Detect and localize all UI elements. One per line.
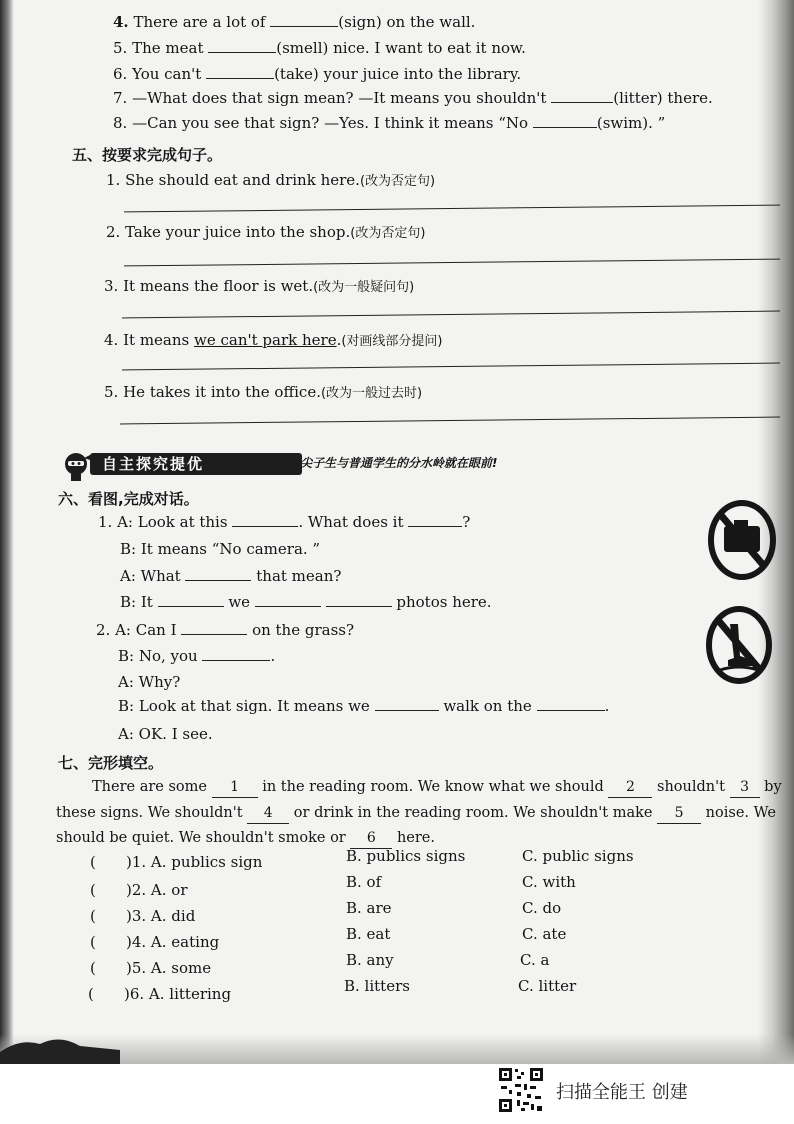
part5-item-5: 5. He takes it into the office.(改为一般过去时) bbox=[104, 383, 423, 401]
dialog1-line1: 1. A: Look at this . What does it ? bbox=[98, 513, 471, 531]
cloze-option-row: ( )1. A. publics sign bbox=[90, 853, 263, 871]
part4-item-8: 8. —Can you see that sign? —Yes. I think it means “No (swim). ” bbox=[113, 114, 666, 132]
option-c[interactable]: C. with bbox=[522, 873, 576, 891]
part5-heading: 五、按要求完成句子。 bbox=[72, 146, 223, 164]
banner-tagline: 尖子生与普通学生的分水岭就在眼前! bbox=[300, 456, 498, 470]
dialog2-line4: B: Look at that sign. It means we walk on the . bbox=[118, 697, 610, 715]
cloze-blank-2[interactable]: 2 bbox=[608, 777, 652, 798]
option-c[interactable]: C. public signs bbox=[522, 847, 634, 865]
dialog2-line2: B: No, you . bbox=[118, 647, 276, 665]
no-camera-sign-icon bbox=[706, 498, 778, 582]
option-b[interactable]: B. eat bbox=[346, 925, 391, 943]
cloze-option-row: ( )3. A. did bbox=[90, 907, 196, 925]
option-b[interactable]: B. are bbox=[346, 899, 392, 917]
part5-item-1: 1. She should eat and drink here.(改为否定句) bbox=[106, 171, 436, 189]
dialog1-line2: B: It means “No camera. ” bbox=[120, 540, 321, 558]
option-c[interactable]: C. do bbox=[522, 899, 562, 917]
part4-item-4: 4. There are a lot of (sign) on the wall. bbox=[113, 13, 476, 31]
answer-blank[interactable] bbox=[270, 12, 338, 27]
answer-line[interactable] bbox=[122, 363, 780, 371]
dialog2-line5: A: OK. I see. bbox=[118, 725, 213, 743]
cloze-option-row: ( )5. A. some bbox=[90, 959, 212, 977]
answer-blank[interactable] bbox=[185, 566, 251, 581]
cloze-blank-4[interactable]: 4 bbox=[247, 803, 289, 824]
cloze-blank-5[interactable]: 5 bbox=[657, 803, 701, 824]
cloze-line2: these signs. We shouldn't 4 or drink in the reading room. We shouldn't make 5 noise. We bbox=[56, 803, 776, 824]
option-b[interactable]: B. any bbox=[346, 951, 394, 969]
cloze-line1: There are some 1 in the reading room. We know what we should 2 shouldn't 3 by bbox=[92, 777, 782, 798]
answer-blank[interactable] bbox=[181, 620, 247, 635]
page-left-shadow bbox=[0, 0, 14, 1064]
answer-blank[interactable] bbox=[408, 512, 462, 527]
cloze-option-row: ( )4. A. eating bbox=[90, 933, 220, 951]
underlined-phrase: we can't park here bbox=[194, 331, 337, 349]
cloze-blank-1[interactable]: 1 bbox=[212, 777, 258, 798]
qr-code-icon bbox=[497, 1066, 545, 1114]
answer-blank[interactable] bbox=[326, 592, 392, 607]
cloze-option-row: ( )2. A. or bbox=[90, 881, 188, 899]
option-c[interactable]: C. a bbox=[520, 951, 550, 969]
dialog2-line1: 2. A: Can I on the grass? bbox=[96, 621, 355, 639]
answer-blank[interactable] bbox=[551, 88, 613, 103]
part4-item-7: 7. —What does that sign mean? —It means you shouldn't (litter) there. bbox=[113, 89, 713, 107]
answer-blank[interactable] bbox=[232, 512, 298, 527]
dialog1-line3: A: What that mean? bbox=[120, 567, 342, 585]
dialog2-line3: A: Why? bbox=[118, 673, 181, 691]
part4-item-6: 6. You can't (take) your juice into the library. bbox=[113, 65, 522, 83]
answer-line[interactable] bbox=[120, 417, 780, 425]
cloze-blank-6[interactable]: 6 bbox=[350, 828, 392, 849]
part7-heading: 七、完形填空。 bbox=[58, 754, 164, 772]
cloze-line3: should be quiet. We shouldn't smoke or 6 here. bbox=[56, 828, 435, 849]
answer-blank[interactable] bbox=[533, 113, 597, 128]
option-b[interactable]: B. litters bbox=[344, 977, 410, 995]
option-c[interactable]: C. ate bbox=[522, 925, 567, 943]
answer-blank[interactable] bbox=[208, 38, 276, 53]
option-b[interactable]: B. of bbox=[346, 873, 382, 891]
part6-heading: 六、看图,完成对话。 bbox=[58, 490, 199, 508]
answer-blank[interactable] bbox=[255, 592, 321, 607]
option-c[interactable]: C. litter bbox=[518, 977, 577, 995]
dialog1-line4: B: It we photos here. bbox=[120, 593, 492, 611]
answer-line[interactable] bbox=[124, 259, 780, 267]
section-banner bbox=[62, 450, 502, 480]
part5-item-2: 2. Take your juice into the shop.(改为否定句) bbox=[106, 223, 426, 241]
banner-title: 自主探究提优 bbox=[90, 453, 302, 475]
answer-blank[interactable] bbox=[537, 696, 605, 711]
answer-line[interactable] bbox=[124, 205, 780, 213]
scanner-watermark-text: 扫描全能王 创建 bbox=[556, 1082, 688, 1103]
cloze-blank-3[interactable]: 3 bbox=[730, 777, 760, 798]
answer-blank[interactable] bbox=[202, 646, 270, 661]
part5-item-3: 3. It means the floor is wet.(改为一般疑问句) bbox=[104, 277, 415, 295]
no-walking-on-grass-sign-icon bbox=[704, 604, 774, 686]
answer-blank[interactable] bbox=[206, 64, 274, 79]
part4-item-5: 5. The meat (smell) nice. I want to eat it now. bbox=[113, 39, 526, 57]
option-b[interactable]: B. publics signs bbox=[346, 847, 466, 865]
part5-item-4: 4. It means we can't park here.(对画线部分提问) bbox=[104, 331, 443, 349]
cloze-option-row: ( )6. A. littering bbox=[88, 985, 232, 1003]
answer-blank[interactable] bbox=[158, 592, 224, 607]
answer-line[interactable] bbox=[122, 311, 780, 319]
page-corner-decoration-icon bbox=[0, 1030, 120, 1064]
answer-blank[interactable] bbox=[375, 696, 439, 711]
